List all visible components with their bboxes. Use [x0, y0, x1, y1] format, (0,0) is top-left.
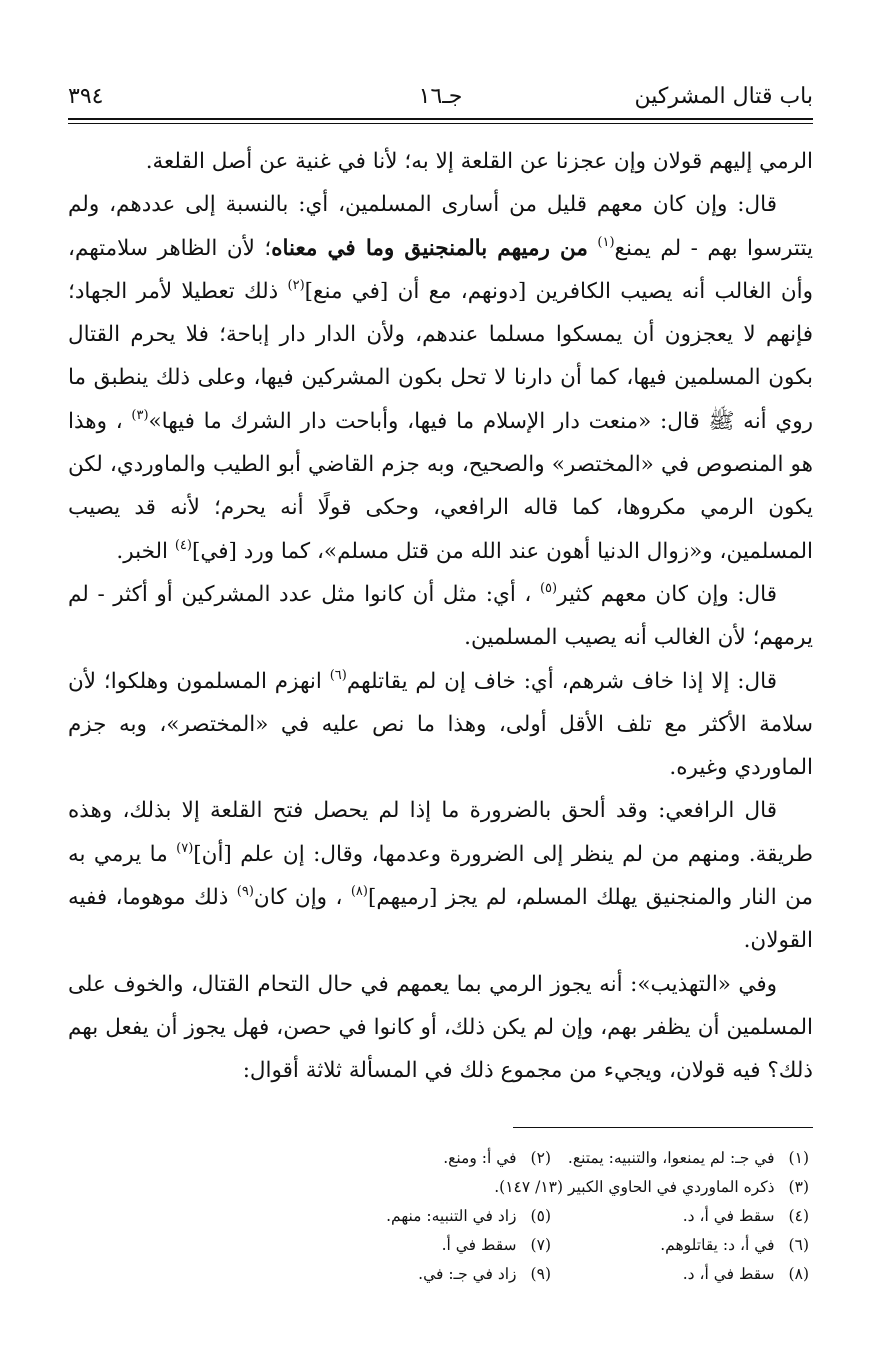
footnote-row — [68, 1202, 809, 1231]
text-segment: ، وإن كان — [253, 885, 351, 911]
header-rule-thick — [68, 118, 813, 120]
footnote-text: في أ: ومنع. — [443, 1149, 517, 1168]
text-segment: قال: وإن كان معهم كثير — [557, 581, 777, 607]
text-segment: قال: إلا إذا خاف شرهم، أي: خاف إن لم يقاتلهم — [346, 668, 778, 694]
footnote-reference: (١) — [597, 234, 615, 250]
running-header — [68, 72, 813, 112]
footnote-item — [293, 1144, 551, 1173]
footnote-number: (٤) — [788, 1207, 809, 1226]
text-segment: انهزم المسلمون وهلكوا؛ لأن سلامة الأكثر مع تلف الأقل أولى، وهذا ما نص عليه في «المختصر»، وبه جزم الماوردي وغيره. — [68, 668, 813, 781]
footnotes — [68, 1144, 809, 1289]
paragraph — [68, 660, 813, 790]
text-segment: الرمي إليهم قولان وإن عجزنا عن القلعة إلا به؛ لأنا في غنية عن أصل القلعة. — [145, 149, 813, 174]
footnote-text: في جـ: لم يمنعوا، والتنبيه: يمتنع. — [567, 1149, 775, 1168]
paragraph — [68, 789, 813, 962]
text-segment: الخبر. — [116, 538, 175, 564]
footnote-row — [68, 1173, 809, 1202]
footnote-text: سقط في أ، د. — [682, 1207, 775, 1226]
header-rule-thin — [68, 123, 813, 124]
header-volume: جـ١٦ — [418, 84, 463, 109]
text-segment: قال: وإن كان معهم قليل من أسارى المسلمين، أي: بالنسبة إلى عددهم، ولم يتترسوا بهم - لم يمنع — [68, 192, 813, 261]
footnote-number: (٩) — [530, 1265, 551, 1284]
paragraph — [68, 573, 813, 660]
footnote-item — [551, 1202, 809, 1231]
footnote-item — [293, 1202, 551, 1231]
text-segment — [588, 236, 597, 261]
text-segment: ، أي: مثل أن كانوا مثل عدد المشركين أو أكثر - لم يرمهم؛ لأن الغالب أنه يصيب المسلمين. — [68, 581, 813, 651]
footnote-text: ذكره الماوردي في الحاوي الكبير (١٣/ ١٤٧). — [494, 1178, 775, 1197]
footnote-item — [293, 1260, 551, 1289]
footnote-reference: (٤) — [174, 537, 192, 553]
footnote-number: (٣) — [788, 1178, 809, 1197]
bold-text-segment: من رميهم بالمنجنيق وما في معناه — [271, 235, 588, 261]
footnote-row — [68, 1231, 809, 1260]
text-segment: ما يرمي به من النار والمنجنيق يهلك المسلم، لم يجز [رميهم] — [68, 841, 813, 911]
text-segment: وفي «التهذيب»: أنه يجوز الرمي بما يعمهم في حال التحام القتال، والخوف على المسلمين أن يظفر بهم، وإن لم يكن ذلك، أو كانوا في حصن، فهل يجوز أن يفعل بهم ذلك؟ فيه قولان، ويجيء من مجموع ذلك في المسألة ثلاثة أقوال: — [68, 971, 813, 1084]
footnote-item — [551, 1231, 809, 1260]
paragraph — [68, 963, 813, 1093]
footnote-reference: (٢) — [287, 277, 305, 293]
footnote-reference: (٣) — [131, 407, 149, 423]
footnote-number: (٥) — [530, 1207, 551, 1226]
footnote-text: زاد في جـ: في. — [418, 1265, 517, 1284]
footnote-number: (٢) — [530, 1149, 551, 1168]
footnote-row — [68, 1144, 809, 1173]
footnote-reference: (٥) — [539, 580, 558, 596]
footnote-item — [551, 1260, 809, 1289]
footnote-text: زاد في التنبيه: منهم. — [386, 1207, 517, 1226]
footnote-number: (٦) — [788, 1236, 809, 1255]
text-segment: ؛ لأن الظاهر سلامتهم، وأن الغالب أنه يصيب الكافرين [دونهم، مع أن [في منع] — [68, 235, 813, 304]
footnote-text: سقط في أ. — [441, 1236, 517, 1255]
footnote-item — [551, 1144, 809, 1173]
text-segment: قال الرافعي: وقد ألحق بالضرورة ما إذا لم يحصل فتح القلعة إلا بذلك، وهذه طريقة. ومنهم من لم ينظر إلى الضرورة وعدمها، وقال: إن علم [أن] — [68, 798, 813, 867]
footnote-item — [494, 1173, 809, 1202]
text-segment: ، وهذا هو المنصوص في «المختصر» والصحيح، وبه جزم القاضي أبو الطيب والماوردي، لكن يكون الرمي مكروها، كما قاله الرافعي، وحكى قولًا أنه يحرم؛ لأنه قد يصيب المسلمين، و«زوال الدنيا أهون عند الله من قتل مسلم»، كما ورد [في] — [68, 408, 813, 564]
footnote-number: (٧) — [530, 1236, 551, 1255]
footnote-item — [293, 1231, 551, 1260]
footnote-reference: (٨) — [350, 884, 368, 900]
footnote-number: (٨) — [788, 1265, 809, 1284]
footnote-reference: (٩) — [236, 884, 254, 900]
footnote-text: في أ، د: يقاتلوهم. — [660, 1236, 775, 1255]
text-segment: ذلك موهوما، ففيه القولان. — [68, 885, 813, 954]
paragraph — [68, 183, 813, 573]
footnote-separator — [513, 1127, 813, 1129]
paragraph — [68, 140, 813, 183]
text-segment: ذلك تعطيلا لأمر الجهاد؛ فإنهم لا يعجزون أن يمسكوا مسلما عندهم، ولأن الدار دار إباحة؛ فلا يحرم القتال بكون المسلمين فيها، كما أن دارنا لا تحل بكون المشركين فيها، وعلى ذلك ينطبق ما روي أنه ﷺ قال: «منعت دار الإسلام ما فيها، وأباحت دار الشرك ما فيها» — [68, 278, 813, 434]
book-page — [68, 72, 813, 1312]
footnote-number: (١) — [788, 1149, 809, 1168]
main-text — [68, 140, 813, 1093]
footnote-reference: (٧) — [176, 840, 194, 856]
page-number: ٣٩٤ — [68, 84, 104, 109]
header-chapter-title: باب قتال المشركين — [634, 84, 813, 109]
footnote-text: سقط في أ، د. — [682, 1265, 775, 1284]
footnote-reference: (٦) — [329, 667, 347, 683]
footnote-row — [68, 1260, 809, 1289]
